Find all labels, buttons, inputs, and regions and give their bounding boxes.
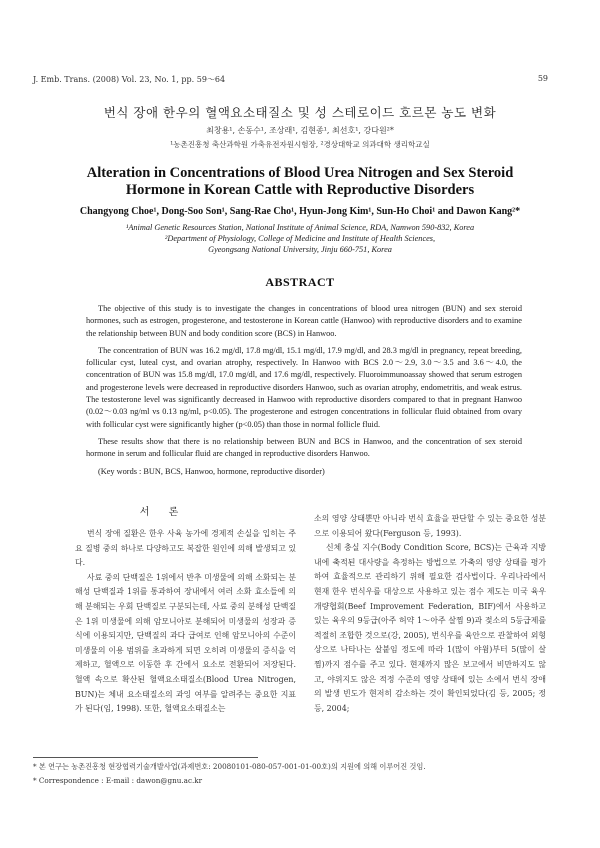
english-affiliation — [0, 222, 600, 255]
intro-left-column — [75, 527, 296, 717]
body-paragraph: 사료 중의 단백질은 1위에서 반추 미생물에 의해 소화되는 분해성 단백질과 1위를 통과하여 장내에서 여러 소화 효소들에 의해 분해되는 우회 단백질로 구분되는데, 사료 중의 분해성 단백질은 1위 미생물에 의해 암모니아로 분해되어 미생물의 성장과 증식에 이용되지만, 단백질의 과다 급여로 인해 암모니아의 수준이 미생물의 이용 범위를 초과하게 되면 오히려 미생물의 증식을 억제하고, 혈액으로 이동한 후 간에서 요소로 전환되어 저장된다. 혈액 속으로 확산된 혈액요소태질소(Blood Urea Nitrogen, BUN)는 체내 요소태질소의 과잉 여부를 알려주는 중요한 지표가 된다(임, 1998). 또한, 혈액요소태질소는 — [75, 572, 296, 714]
abstract-paragraph: These results show that there is no relationship between BUN and BCS in Hanwoo, and the concentration of sex steroid hormone in serum and follicular fluid are changed in reproductive disorders Hanwoo. — [86, 436, 522, 459]
intro-right-column — [314, 512, 546, 716]
english-authors: Changyong Choe¹, Dong-Soo Son¹, Sang-Rae Cho¹, Hyun-Jong Kim¹, Sun-Ho Choi¹ and Dawon Kang²* — [79, 206, 521, 217]
funding-footnote: * 본 연구는 농촌진흥청 현장협력기술개발사업(과제번호: 20080101-080-057-001-01-00호)의 지원에 의해 이루어진 것임. — [33, 762, 426, 771]
page-number: 59 — [537, 74, 548, 83]
abstract-paragraph: The objective of this study is to investigate the changes in concentrations of blood urea nitrogen (BUN) and sex steroid hormones, such as estrogen, progesterone, and testosterone in Korean cattle (Hanwoo) with reproductive disorders and to examine the relationship between BUN and body condition score (BCS) in Hanwoo. — [86, 304, 522, 338]
body-paragraph: 신체 충실 지수(Body Condition Score, BCS)는 근육과 지방 내에 축적된 대사량을 측정하는 방법으로 가축의 영양 상태를 평가하여 효율적으로 관리하기 위해 필요한 검사법이다. 우리나라에서 현재 한우 번식우를 대상으로 사용하고 있는 점수 제도는 미국 육우개량협회(Beef Improvement Federation, BIF)에서 사용하고 있는 육우의 9등급(아주 허약 1～아주 살찜 9)과 젖소의 5등급제를 적절히 조합한 것으로(강, 2005), 번식우를 육안으로 관찰하여 외형상으로 나타나는 살붙임 정도에 따라 1(많이 야윔)부터 5(많이 살찜)까지 점수를 주고 있다. 현재까지 많은 보고에서 비만하지도 않고, 야위지도 않은 적정 수준의 영양 상태에 있는 소에서 번식 장애의 발생 빈도가 현저히 감소하는 것이 확인되었다(김 등, 2005; 정 등, 2004; — [314, 543, 546, 713]
affiliation-line1: ¹Animal Genetic Resources Station, National Institute of Animal Science, RDA, Namwon 590-832, Korea — [125, 223, 475, 232]
affiliation-line3: Gyeongsang National University, Jinju 660-751, Korea — [208, 245, 392, 254]
korean-affiliation: ¹농촌진흥청 축산과학원 가축유전자원시험장, ²경상대학교 의과대학 생리학교실 — [170, 140, 430, 149]
english-title-line1: Alteration in Concentrations of Blood Urea Nitrogen and Sex Steroid — [86, 165, 514, 181]
journal-citation: J. Emb. Trans. (2008) Vol. 23, No. 1, pp. 59～64 — [33, 75, 226, 84]
footnote-divider — [33, 757, 258, 758]
english-title — [0, 165, 600, 199]
correspondence-footnote: * Correspondence : E-mail : dawon@gnu.ac.kr — [33, 776, 203, 785]
body-paragraph: 소의 영양 상태뿐만 아니라 번식 효율을 판단할 수 있는 중요한 성분으로 이용되어 왔다(Ferguson 등, 1993). — [314, 514, 546, 538]
introduction-heading: 서 론 — [139, 507, 187, 518]
abstract-body — [86, 303, 522, 483]
keywords: (Key words : BUN, BCS, Hanwoo, hormone, reproductive disorder) — [98, 466, 325, 476]
affiliation-line2: ²Department of Physiology, College of Medicine and Institute of Health Sciences, — [164, 234, 436, 243]
english-title-line2: Hormone in Korean Cattle with Reproductive Disorders — [125, 182, 475, 198]
korean-title: 번식 장애 한우의 혈액요소태질소 및 성 스테로이드 호르몬 농도 변화 — [103, 105, 497, 120]
abstract-paragraph: The concentration of BUN was 16.2 mg/dl, 17.8 mg/dl, 15.1 mg/dl, 17.9 mg/dl, and 28.3 mg/dl in pregnancy, repeat breeding, follicular cyst, luteal cyst, and ovarian atrophy, respectively. In Hanwoo with BCS 2.0～2.9, 3.0～3.5 and 3.6～4.0, the concentration of BUN was 15.8 mg/dl, 17.0 mg/dl, and 17.6 mg/dl, respectively. Fluoroimmunoassay showed that serum estrogen and progesterone levels were decreased in reproductive disorders Hanwoo, such as ovarian atrophy, endometritis, and weak estrus. The testosterone level was significantly decreased in Hanwoo with reproductive disorders compared to that in pregnant Hanwoo (0.02～0.03 ng/ml vs 0.13 ng/ml, p<0.05). The progesterone and estrogen concentrations in follicular fluid obtained from ovary with follicular cyst were significantly higher (p<0.05) than those in normal follicle fluid. — [86, 345, 522, 429]
abstract-heading: ABSTRACT — [265, 275, 335, 289]
body-paragraph: 번식 장애 질환은 한우 사육 농가에 경제적 손실을 입히는 주요 질병 중의 하나로 다양하고도 복잡한 원인에 의해 발생되고 있다. — [75, 529, 296, 568]
korean-authors: 최창용¹, 손동수¹, 조상래¹, 김현종¹, 최선호¹, 강다원²* — [206, 126, 394, 135]
